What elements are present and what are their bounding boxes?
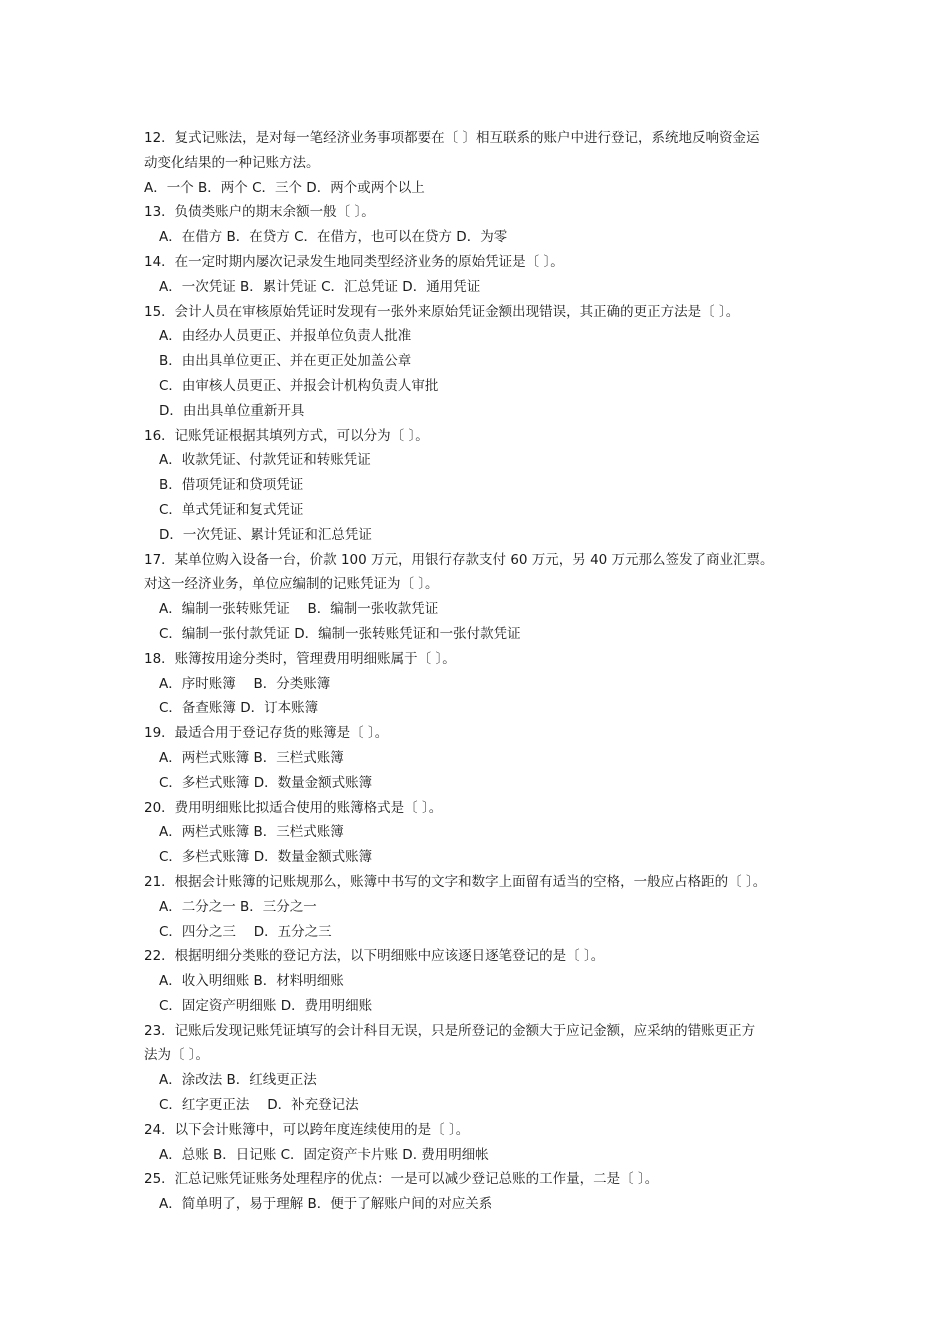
question-text-line: 25．汇总记账凭证账务处理程序的优点：一是可以减少登记总账的工作量，二是〔 〕。: [144, 1171, 659, 1188]
answer-option-line: B．由出具单位更正、并在更正处加盖公章: [159, 353, 412, 370]
answer-option-line: C．备查账簿 D．订本账簿: [159, 700, 319, 717]
question-text-line: 动变化结果的一种记账方法。: [144, 154, 320, 171]
answer-option-line: A．收款凭证、付款凭证和转账凭证: [159, 452, 371, 469]
answer-option-line: C．多栏式账簿 D．数量金额式账簿: [159, 849, 373, 866]
question-text-line: 22．根据明细分类账的登记方法，以下明细账中应该逐日逐笔登记的是〔 〕。: [144, 948, 605, 965]
answer-option-line: C．编制一张付款凭证 D．编制一张转账凭证和一张付款凭证: [159, 625, 521, 642]
question-text-line: 23．记账后发现记账凭证填写的会计科目无误，只是所登记的金额大于应记金额，应采纳的错账更正方: [144, 1022, 756, 1039]
answer-option-line: D．由出具单位重新开具: [159, 402, 305, 419]
question-text-line: 14．在一定时期内屡次记录发生地同类型经济业务的原始凭证是〔 〕。: [144, 253, 564, 270]
answer-option-line: A．序时账簿 B．分类账簿: [159, 675, 331, 692]
question-text-line: 17．某单位购入设备一台，价款 100 万元，用银行存款支付 60 万元，另 40 万元那么签发了商业汇票。: [144, 551, 774, 568]
answer-option-line: C．由审核人员更正、并报会计机构负责人审批: [159, 377, 439, 394]
answer-option-line: C．红字更正法 D．补充登记法: [159, 1097, 359, 1114]
answer-option-line: A．收入明细账 B．材料明细账: [159, 973, 344, 990]
answer-option-line: A．涂改法 B．红线更正法: [159, 1072, 317, 1089]
answer-option-line: A．二分之一 B．三分之一: [159, 898, 317, 915]
answer-option-line: A．两栏式账簿 B．三栏式账簿: [159, 749, 344, 766]
question-text-line: 19．最适合用于登记存货的账簿是〔 〕。: [144, 725, 389, 742]
answer-option-line: D．一次凭证、累计凭证和汇总凭证: [159, 526, 372, 543]
answer-option-line: A．两栏式账簿 B．三栏式账簿: [159, 824, 344, 841]
answer-option-line: C．多栏式账簿 D．数量金额式账簿: [159, 774, 373, 791]
answer-option-line: A．一次凭证 B．累计凭证 C．汇总凭证 D．通用凭证: [159, 278, 481, 295]
answer-option-line: A．编制一张转账凭证 B．编制一张收款凭证: [159, 601, 439, 618]
question-text-line: 13．负债类账户的期末余额一般〔 〕。: [144, 204, 375, 221]
answer-option-line: A．简单明了，易于理解 B．便于了解账户间的对应关系: [159, 1196, 493, 1213]
answer-option-line: A．总账 B．日记账 C．固定资产卡片账 D. 费用明细帐: [159, 1146, 489, 1163]
question-text-line: 21．根据会计账簿的记账规那么，账簿中书写的文字和数字上面留有适当的空格，一般应占格距的〔 〕。: [144, 873, 767, 890]
answer-option-line: C．固定资产明细账 D．费用明细账: [159, 997, 373, 1014]
answer-option-line: A．由经办人员更正、并报单位负责人批准: [159, 328, 412, 345]
question-text-line: 20．费用明细账比拟适合使用的账簿格式是〔 〕。: [144, 799, 443, 816]
question-text-line: 12．复式记账法，是对每一笔经济业务事项都要在〔 〕相互联系的账户中进行登记，系统地反响资金运: [144, 130, 760, 146]
question-text-line: 18．账簿按用途分类时，管理费用明细账属于〔 〕。: [144, 650, 456, 667]
answer-option-line: C．单式凭证和复式凭证: [159, 501, 304, 518]
question-text-line: 法为〔 〕。: [144, 1047, 210, 1064]
answer-option-line: A．在借方 B．在贷方 C．在借方，也可以在贷方 D．为零: [159, 229, 508, 246]
answer-option-line: C．四分之三 D．五分之三: [159, 923, 332, 940]
question-text-line: 24．以下会计账簿中，可以跨年度连续使用的是〔 〕。: [144, 1121, 470, 1138]
answer-option-line: B．借项凭证和贷项凭证: [159, 477, 304, 494]
question-text-line: 对这一经济业务，单位应编制的记账凭证为〔 〕。: [144, 576, 439, 593]
question-list: [144, 126, 814, 1217]
question-text-line: 15．会计人员在审核原始凭证时发现有一张外来原始凭证金额出现错误，其正确的更正方法是〔 〕。: [144, 303, 740, 320]
question-text-line: A．一个 B．两个 C．三个 D．两个或两个以上: [144, 179, 425, 196]
question-text-line: 16．记账凭证根据其填列方式，可以分为〔 〕。: [144, 427, 429, 444]
